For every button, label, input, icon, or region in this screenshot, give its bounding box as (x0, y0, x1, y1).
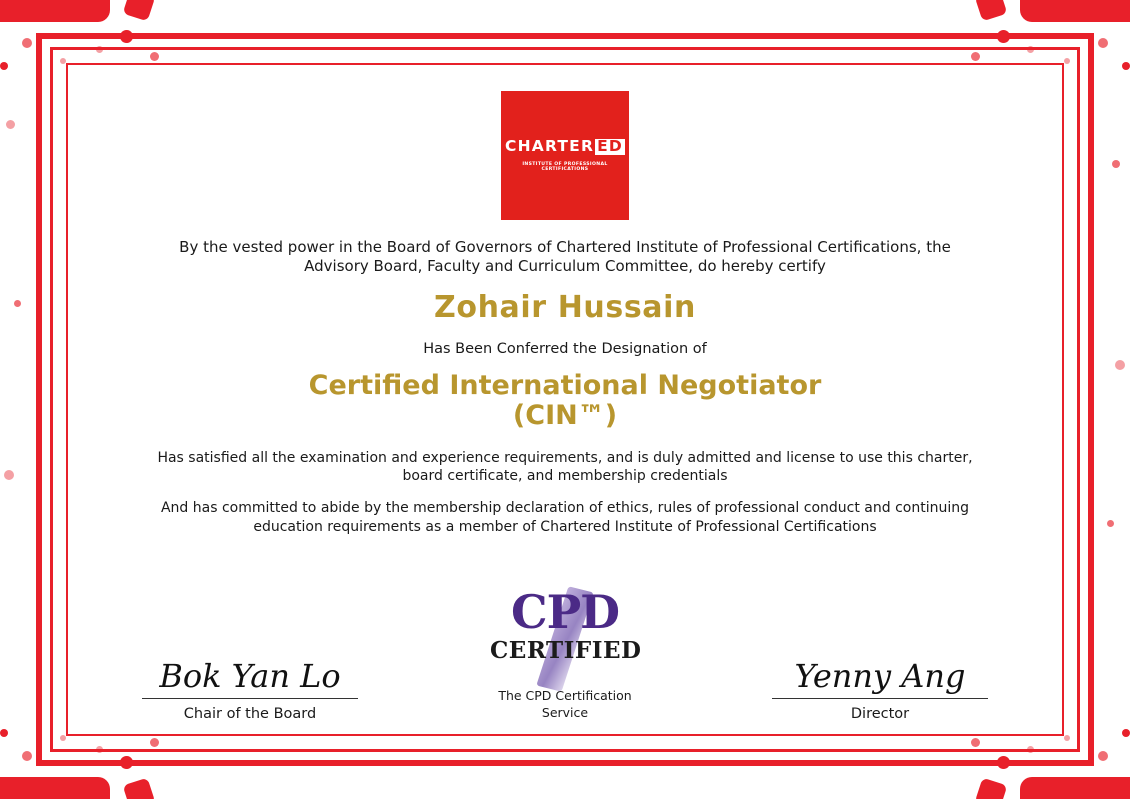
requirements-paragraph: Has satisfied all the examination and experience requirements, and is duly admitted and license to use this charter, board certificate, and membership credentials (157, 449, 973, 485)
decorative-dot (0, 62, 8, 70)
decorative-dot (1122, 62, 1130, 70)
vested-power-text: By the vested power in the Board of Governors of Chartered Institute of Professional Certifications, the Advisory Board, Faculty and Curriculum Committee, do hereby certify (179, 238, 951, 275)
chartered-logo (501, 91, 629, 220)
cpd-mark (490, 585, 642, 687)
signature-block-director (730, 657, 1030, 722)
signature-line (772, 698, 988, 699)
cpd-text-group (490, 585, 642, 664)
recipient-name: Zohair Hussain (434, 289, 696, 325)
cpd-certified-badge (485, 585, 645, 722)
decorative-shape (123, 0, 156, 21)
designation-line-1: Certified International Negotiator (308, 369, 822, 401)
signature-block-chair (100, 657, 400, 722)
cpd-initials: CPD (510, 585, 620, 640)
logo-subtitle: INSTITUTE OF PROFESSIONAL CERTIFICATIONS (522, 161, 608, 172)
decorative-dot (1107, 520, 1114, 527)
decorative-dot (1098, 751, 1108, 761)
decorative-dot (1122, 729, 1130, 737)
decorative-dot (1098, 38, 1108, 48)
signature-director: Yenny Ang (794, 657, 966, 695)
decorative-shape (0, 777, 110, 799)
signature-title-director: Director (850, 706, 910, 722)
signature-row (100, 585, 1030, 722)
decorative-shape (0, 0, 110, 22)
decorative-dot (4, 470, 14, 480)
decorative-dot (22, 751, 32, 761)
designation-title (309, 371, 822, 431)
decorative-shape (975, 778, 1008, 799)
logo-word-boxed: ED (597, 137, 623, 156)
decorative-dot (1112, 160, 1120, 168)
signature-chair: Bok Yan Lo (159, 657, 341, 695)
logo-word-main: CHARTER (505, 137, 595, 156)
signature-title-chair: Chair of the Board (183, 706, 317, 722)
signature-line (142, 698, 358, 699)
decorative-shape (975, 0, 1008, 21)
ethics-paragraph: And has committed to abide by the membership declaration of ethics, rules of professional conduct and continuing education requirements as a member of Chartered Institute of Professional Certifications (160, 500, 970, 535)
certificate-content (66, 63, 1064, 736)
designation-line-2: (CIN™) (512, 399, 618, 431)
decorative-dot (1115, 360, 1125, 370)
decorative-dot (6, 120, 15, 129)
logo-wordmark (505, 139, 625, 155)
decorative-dot (0, 729, 8, 737)
cpd-certified-label: CERTIFIED (490, 636, 642, 664)
decorative-dot (14, 300, 21, 307)
decorative-shape (1020, 777, 1130, 799)
decorative-dot (22, 38, 32, 48)
cpd-service-line-1: The CPD Certification (498, 688, 632, 704)
decorative-shape (123, 778, 156, 799)
decorative-shape (1020, 0, 1130, 22)
conferred-designation-label: Has Been Conferred the Designation of (423, 340, 707, 357)
cpd-service-line-2: Service (541, 704, 589, 720)
